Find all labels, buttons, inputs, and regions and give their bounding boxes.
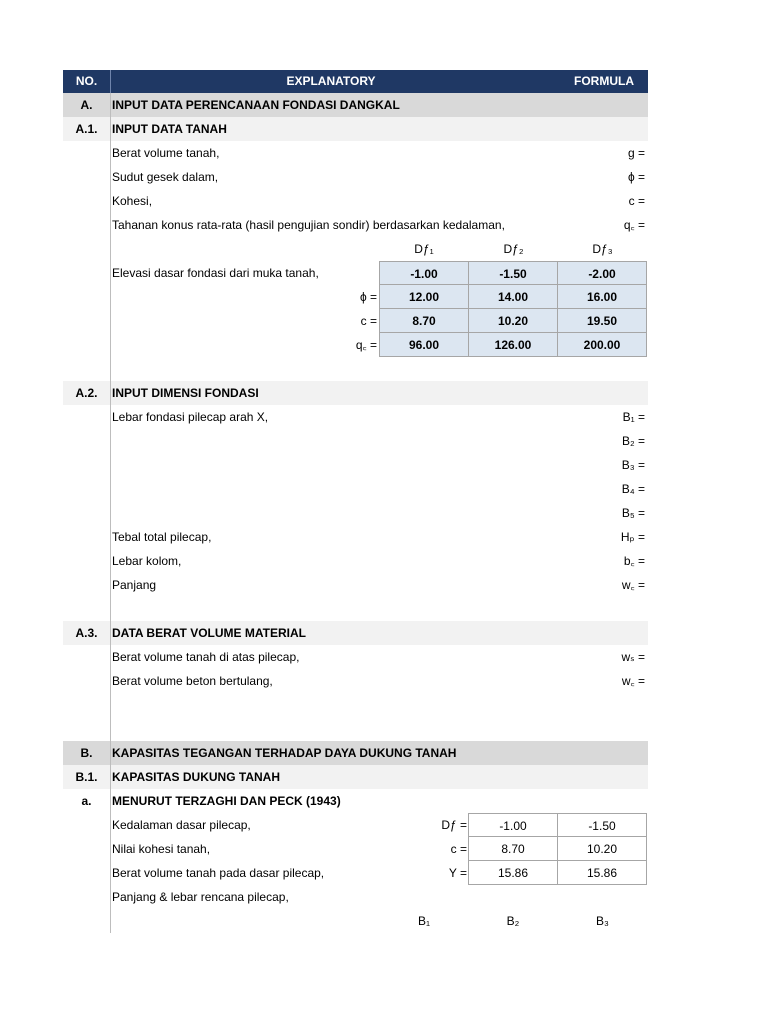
- list-item: [63, 645, 648, 669]
- depth-header-1[interactable]: Dƒ₁: [414, 242, 434, 256]
- gamma-cell-2[interactable]: 15.86: [558, 861, 647, 885]
- empty-row: [63, 357, 648, 381]
- section-b-title[interactable]: KAPASITAS TEGANGAN TERHADAP DAYA DUKUNG TANAH: [112, 746, 457, 760]
- cell-text[interactable]: Panjang: [112, 578, 157, 592]
- cell-formula[interactable]: B₃ =: [621, 458, 645, 472]
- cell-formula[interactable]: q꜀ =: [623, 218, 645, 232]
- empty-row: [63, 597, 648, 621]
- list-item: [63, 525, 648, 549]
- ba-title[interactable]: MENURUT TERZAGHI DAN PECK (1943): [112, 794, 341, 808]
- b-header-2[interactable]: B₂: [506, 914, 520, 928]
- gamma-text[interactable]: Berat volume tanah pada dasar pilecap,: [112, 866, 325, 880]
- depth-row: [63, 813, 648, 837]
- c-row: [63, 309, 648, 333]
- cell-formula[interactable]: B₄ =: [621, 482, 645, 496]
- cell-text[interactable]: Lebar kolom,: [112, 554, 182, 568]
- list-item: [63, 429, 648, 453]
- table-header: [63, 70, 648, 93]
- cohesion-row: [63, 837, 648, 861]
- qc-row: [63, 333, 648, 357]
- cell-formula[interactable]: w꜀ =: [621, 578, 645, 592]
- cohesion-cell-1[interactable]: 8.70: [468, 837, 558, 861]
- cell-formula[interactable]: Hₚ =: [620, 530, 645, 544]
- cell-text[interactable]: Sudut gesek dalam,: [112, 170, 219, 184]
- cohesion-text[interactable]: Nilai kohesi tanah,: [112, 842, 211, 856]
- cell-formula[interactable]: ϕ =: [627, 170, 645, 184]
- header-no[interactable]: NO.: [75, 74, 98, 88]
- a3-row: [63, 621, 648, 645]
- depth-header-row: [63, 237, 648, 261]
- c-cell-3[interactable]: 19.50: [558, 309, 647, 333]
- b-header-row: [63, 909, 648, 933]
- cell-formula[interactable]: B₂ =: [621, 434, 645, 448]
- section-a-row: [63, 93, 648, 117]
- list-item: [63, 669, 648, 693]
- elevation-label[interactable]: Elevasi dasar fondasi dari muka tanah,: [112, 266, 319, 280]
- header-explanatory[interactable]: EXPLANATORY: [286, 74, 376, 88]
- list-item: [63, 453, 648, 477]
- empty-row: [63, 693, 648, 717]
- b1-row: [63, 765, 648, 789]
- ba-row: [63, 789, 648, 813]
- list-item: [63, 405, 648, 429]
- b-header-3[interactable]: B₃: [596, 914, 609, 928]
- cell-text[interactable]: Berat volume tanah di atas pilecap,: [112, 650, 300, 664]
- ba-no[interactable]: a.: [81, 794, 92, 808]
- cell-text[interactable]: Berat volume beton bertulang,: [112, 674, 273, 688]
- cell-formula[interactable]: c =: [628, 194, 645, 208]
- b1-title[interactable]: KAPASITAS DUKUNG TANAH: [112, 770, 280, 784]
- c-label[interactable]: c =: [360, 314, 377, 328]
- gamma-label[interactable]: Υ =: [448, 866, 467, 880]
- depth-header-3[interactable]: Dƒ₃: [592, 242, 613, 256]
- qc-label[interactable]: q꜀ =: [355, 338, 377, 352]
- a2-no[interactable]: A.2.: [75, 386, 98, 400]
- gamma-row: [63, 861, 648, 885]
- phi-label[interactable]: ϕ =: [359, 290, 377, 304]
- c-cell-2[interactable]: 10.20: [469, 309, 558, 333]
- list-item: [63, 501, 648, 525]
- elevation-row: [63, 261, 648, 285]
- depth-header-2[interactable]: Dƒ₂: [503, 242, 524, 256]
- cell-formula[interactable]: b꜀ =: [623, 554, 645, 568]
- list-item: [63, 213, 648, 237]
- section-b-row: [63, 741, 648, 765]
- b1-no[interactable]: B.1.: [75, 770, 98, 784]
- list-item: [63, 573, 648, 597]
- cell-text[interactable]: Berat volume tanah,: [112, 146, 220, 160]
- list-item: [63, 165, 648, 189]
- a2-title[interactable]: INPUT DIMENSI FONDASI: [112, 386, 259, 400]
- cell-text[interactable]: Tebal total pilecap,: [112, 530, 212, 544]
- depth-cell-1[interactable]: -1.00: [468, 813, 558, 837]
- spreadsheet: [63, 70, 648, 933]
- dimension-row: [63, 885, 648, 909]
- phi-cell-1[interactable]: 12.00: [379, 285, 469, 309]
- cohesion-label[interactable]: c =: [450, 842, 467, 856]
- cell-text[interactable]: Kohesi,: [112, 194, 153, 208]
- depth-text[interactable]: Kedalaman dasar pilecap,: [112, 818, 251, 832]
- a3-title[interactable]: DATA BERAT VOLUME MATERIAL: [112, 626, 306, 640]
- phi-cell-2[interactable]: 14.00: [469, 285, 558, 309]
- qc-cell-2[interactable]: 126.00: [469, 333, 558, 357]
- a1-title[interactable]: INPUT DATA TANAH: [112, 122, 227, 136]
- depth-cell-2[interactable]: -1.50: [558, 813, 647, 837]
- cohesion-cell-2[interactable]: 10.20: [558, 837, 647, 861]
- qc-cell-1[interactable]: 96.00: [379, 333, 469, 357]
- elevation-cell-1[interactable]: -1.00: [379, 261, 469, 285]
- cell-formula[interactable]: B₅ =: [621, 506, 645, 520]
- phi-cell-3[interactable]: 16.00: [558, 285, 647, 309]
- cell-formula[interactable]: B₁ =: [622, 410, 645, 424]
- a3-no[interactable]: A.3.: [75, 626, 98, 640]
- cell-formula[interactable]: w꜀ =: [621, 674, 645, 688]
- list-item: [63, 477, 648, 501]
- section-a-title[interactable]: INPUT DATA PERENCANAAN FONDASI DANGKAL: [112, 98, 400, 112]
- gamma-cell-1[interactable]: 15.86: [468, 861, 558, 885]
- a1-no[interactable]: A.1.: [75, 122, 98, 136]
- list-item: [63, 189, 648, 213]
- c-cell-1[interactable]: 8.70: [379, 309, 469, 333]
- qc-cell-3[interactable]: 200.00: [558, 333, 647, 357]
- depth-label[interactable]: Dƒ =: [441, 818, 467, 832]
- empty-row: [63, 717, 648, 741]
- cell-formula[interactable]: g =: [627, 146, 645, 160]
- elevation-cell-3[interactable]: -2.00: [558, 261, 647, 285]
- section-a-no[interactable]: A.: [80, 98, 93, 112]
- cell-text[interactable]: Lebar fondasi pilecap arah X,: [112, 410, 269, 424]
- dimension-text[interactable]: Panjang & lebar rencana pilecap,: [112, 890, 289, 904]
- section-b-no[interactable]: B.: [80, 746, 93, 760]
- a2-row: [63, 381, 648, 405]
- list-item: [63, 141, 648, 165]
- cell-text[interactable]: Tahanan konus rata-rata (hasil pengujian sondir) berdasarkan kedalaman,: [112, 218, 505, 232]
- b-header-1[interactable]: B₁: [417, 914, 431, 928]
- phi-row: [63, 285, 648, 309]
- header-formula[interactable]: FORMULA: [574, 74, 634, 88]
- list-item: [63, 549, 648, 573]
- cell-formula[interactable]: wₛ =: [621, 650, 645, 664]
- a1-row: [63, 117, 648, 141]
- elevation-cell-2[interactable]: -1.50: [469, 261, 558, 285]
